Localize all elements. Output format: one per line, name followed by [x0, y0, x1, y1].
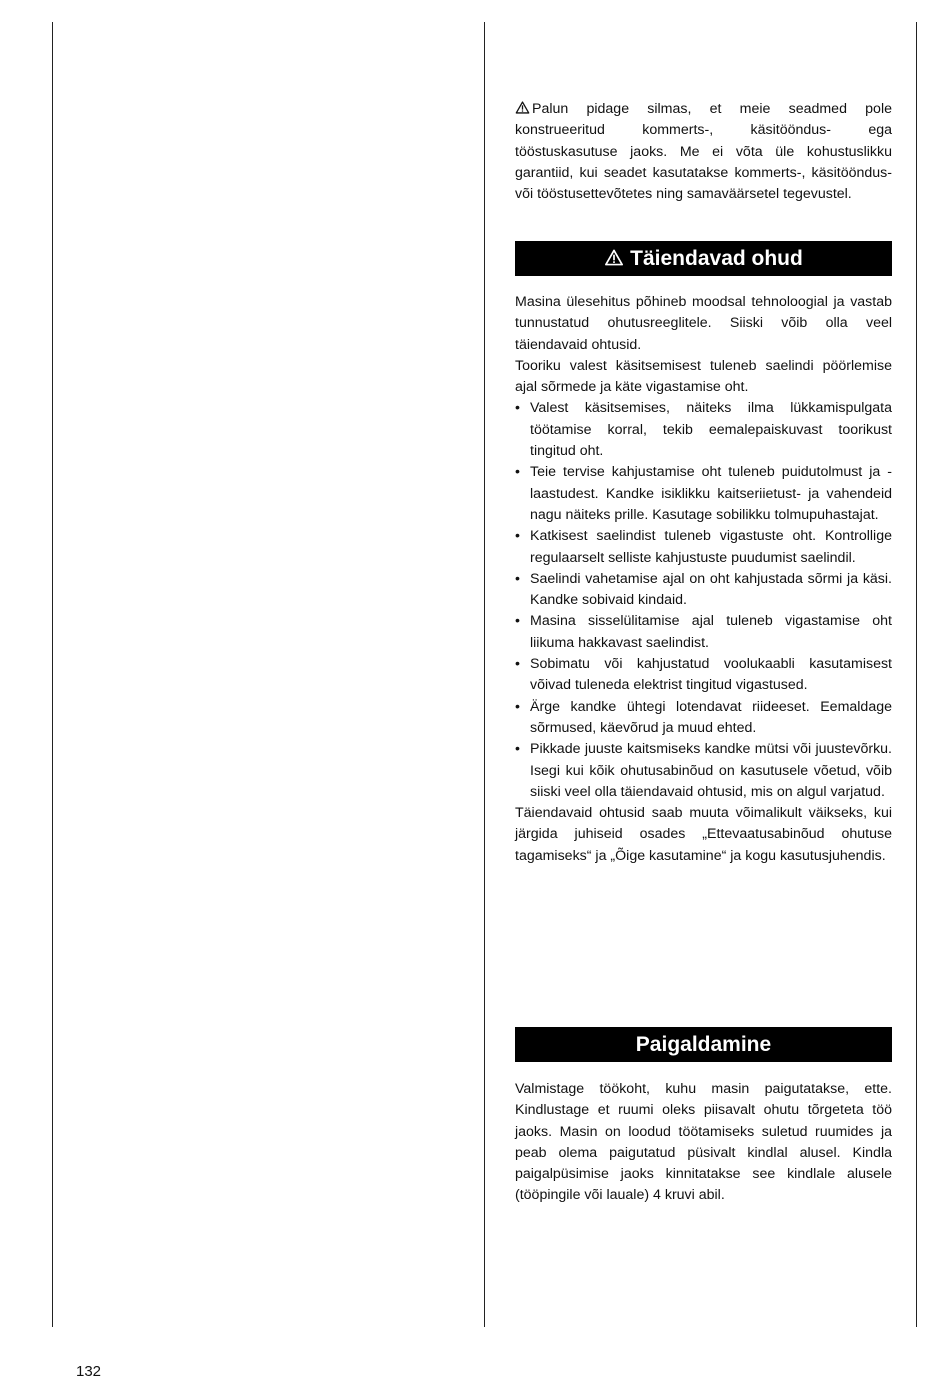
warning-triangle-icon — [604, 249, 624, 266]
section-title-hazards: Täiendavad ohud — [630, 247, 803, 270]
section-title-installation: Paigaldamine — [635, 1033, 772, 1056]
section-heading-hazards — [515, 241, 892, 276]
list-item: • Saelindi vahetamise ajal on oht kahjustada sõrmi ja käsi. Kandke sobivaid kindaid. — [515, 569, 892, 612]
hazards-paragraph-1: Masina ülesehitus põhineb moodsal tehnoloogial ja vastab tunnustatud ohutusreeglitele. Siiski võib olla veel täiendavaid ohtusid. — [515, 294, 892, 353]
hazards-paragraph-2: Tooriku valest käsitsemisest tuleneb saelindi pöörlemise ajal sõrmede ja käte vigastamise oht. — [515, 357, 892, 396]
warning-triangle-icon — [515, 101, 530, 114]
hazards-body — [515, 292, 892, 867]
list-item: • Sobimatu või kahjustatud voolukaabli kasutamisest võivad tuleneda elektrist tingitud vigastused. — [515, 654, 892, 697]
page-number: 132 — [76, 1363, 102, 1380]
right-column-rule — [916, 22, 917, 1327]
list-item: • Valest käsitsemises, näiteks ilma lükkamispulgata töötamise korral, tekib eemalepaiskuvast toorikust tingitud oht. — [515, 398, 892, 462]
hazards-paragraph-3: Täiendavaid ohtusid saab muuta võimalikult väikseks, kui järgida juhiseid osades „Ettevaatusabinõud ohutuse tagamiseks“ ja „Õige kasutamine“ ja kogu kasutusjuhendis. — [515, 805, 892, 864]
middle-column-rule — [484, 22, 485, 1327]
list-item: • Masina sisselülitamise ajal tuleneb vigastamise oht liikuma hakkavast saelindist. — [515, 611, 892, 654]
list-item: • Katkisest saelindist tuleneb vigastuste oht. Kontrollige regulaarselt selliste kahjustuste puudumist saelindil. — [515, 526, 892, 569]
list-item: • Ärge kandke ühtegi lotendavat riideeset. Eemaldage sõrmused, käevõrud ja muud ehted. — [515, 697, 892, 740]
intro-notice — [515, 99, 892, 205]
section-heading-installation — [515, 1027, 892, 1062]
intro-text: Palun pidage silmas, et meie seadmed pole konstrueeritud kommerts-, käsitööndus- ega tööstuskasutuse jaoks. Me ei võta üle kohustuslikku garantiid, kui seadet kasutatakse kommerts-, käsitööndus- või tööstusettevõtetes ning samaväärsetel tegevustel. — [515, 101, 892, 203]
installation-paragraph: Valmistage töökoht, kuhu masin paigutatakse, ette. Kindlustage et ruumi oleks piisavalt ohutu tõrgeteta töö jaoks. Masin on loodud töötamiseks suletud ruumides ja peab olema paigutatud püsivalt kindlal alusel. Kindla paigalpüsimise jaoks kinnitatakse see kindlale alusele (tööpingile või lauale) 4 kruvi abil. — [515, 1081, 892, 1204]
left-column-rule — [52, 22, 53, 1327]
list-item: • Teie tervise kahjustamise oht tuleneb puidutolmust ja -laastudest. Kandke isiklikku kaitseriietust- ja vahendeid nagu näiteks prille. Kasutage sobilikku tolmupuhastajat. — [515, 462, 892, 526]
intro-paragraph — [515, 99, 892, 205]
hazards-bullet-list — [515, 398, 892, 803]
installation-body — [515, 1079, 892, 1207]
list-item: • Pikkade juuste kaitsmiseks kandke mütsi või juustevõrku. Isegi kui kõik ohutusabinõud on kasutusele võetud, võib siiski veel olla täiendavaid ohtusid, mis on algul varjatud. — [515, 739, 892, 803]
